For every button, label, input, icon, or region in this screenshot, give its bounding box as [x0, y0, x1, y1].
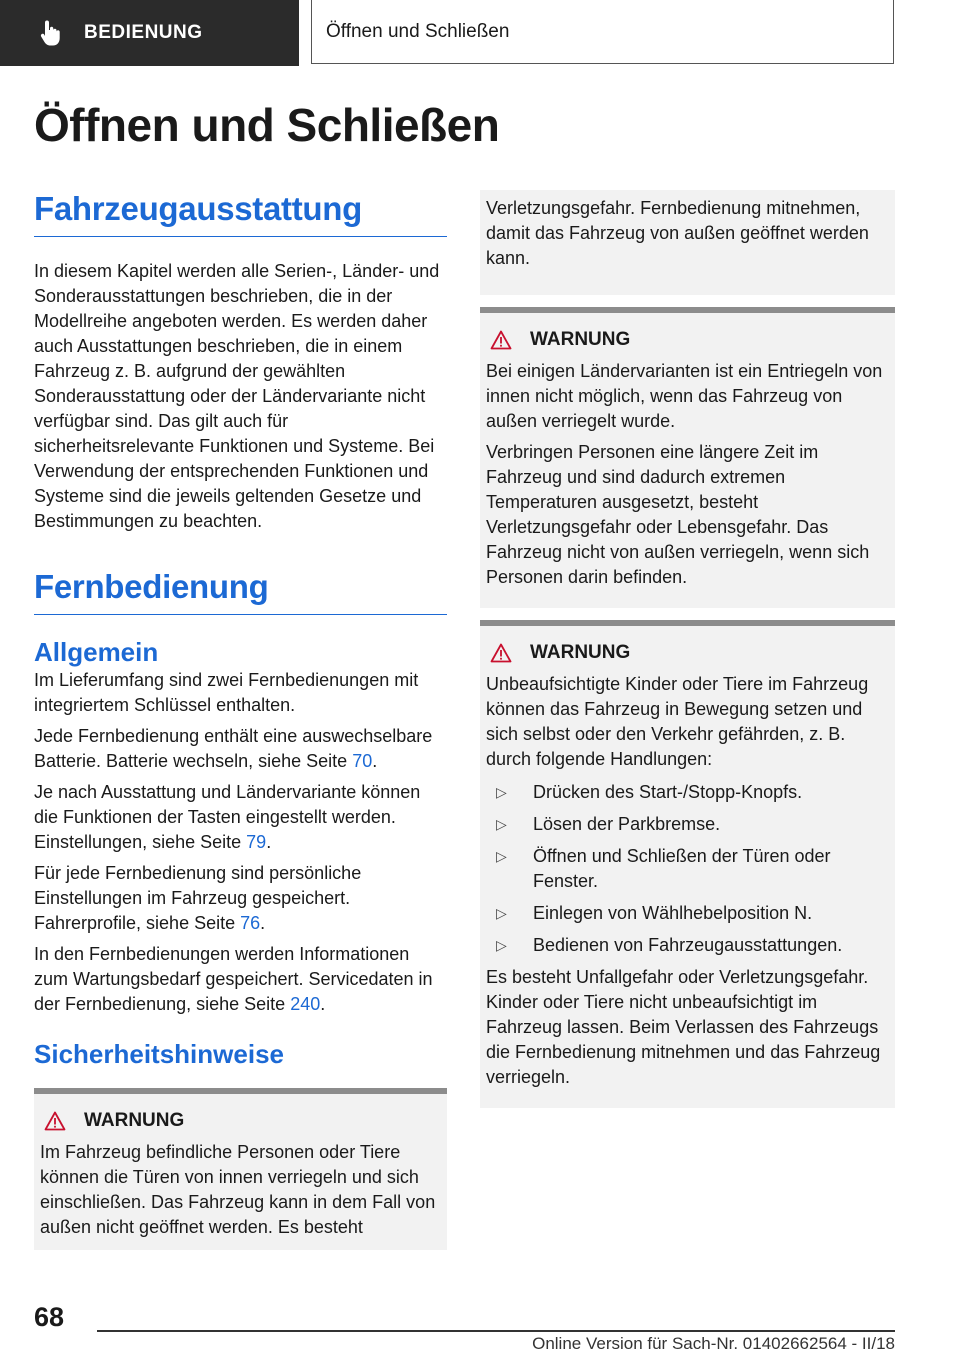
warning-box-3 [480, 620, 895, 1108]
footer-divider [97, 1330, 895, 1332]
page-link-70[interactable]: 70 [352, 751, 373, 771]
warning-header [44, 1110, 441, 1132]
paragraph-batterie: Jede Fernbedienung enthält eine auswechselbare Batterie. Batterie wechseln, siehe Seite 70. [34, 726, 433, 771]
right-column [480, 190, 895, 1108]
warning-label: WARNUNG [530, 642, 631, 663]
paragraph-lieferumfang: Im Lieferumfang sind zwei Fernbedienungen mit integriertem Schlüssel enthalten. [34, 670, 419, 715]
chapter-header [311, 0, 894, 64]
warning-box-1 [34, 1088, 447, 1250]
left-column [34, 190, 447, 1250]
heading-fahrzeugausstattung: Fahrzeugausstattung [34, 190, 447, 237]
footer-text: Online Version für Sach-Nr. 01402662564 - II/18 [532, 1334, 895, 1353]
page-link-79[interactable]: 79 [246, 832, 267, 852]
list-item: ▷ Bedienen von Fahrzeugausstattungen. [486, 933, 889, 958]
warning-3-list [486, 780, 889, 958]
page-link-240[interactable]: 240 [290, 994, 321, 1014]
warning-header [490, 642, 889, 664]
warning-triangle-icon [490, 330, 512, 350]
warning-triangle-icon [44, 1111, 66, 1131]
page-link-76[interactable]: 76 [240, 913, 261, 933]
warning-header [490, 329, 889, 351]
bullet-triangle-icon: ▷ [496, 848, 507, 864]
bullet-triangle-icon: ▷ [496, 784, 507, 800]
warning-1-text: Im Fahrzeug befindliche Personen oder Tiere können die Türen von innen verriegeln und sich einschließen. Das Fahrzeug kann in dem Fall von außen nicht geöffnet werden. Es besteht [40, 1142, 436, 1237]
warning-3-outro: Es besteht Unfallgefahr oder Verletzungsgefahr. Kinder oder Tiere nicht unbeaufsichtigt im Fahrzeug lassen. Beim Verlassen des Fahrzeugs die Fernbedienung mitnehmen und das Fahrzeug verriegeln. [486, 967, 881, 1087]
hand-pointer-icon [40, 19, 62, 47]
list-item: ▷ Öffnen und Schließen der Türen oder Fenster. [486, 844, 889, 894]
section-tab-label: BEDIENUNG [84, 22, 203, 43]
bullet-triangle-icon: ▷ [496, 816, 507, 832]
warning-1-text-continued: Verletzungsgefahr. Fernbedienung mitnehmen, damit das Fahrzeug von außen geöffnet werden kann. [486, 198, 869, 268]
paragraph-tasten: Je nach Ausstattung und Ländervariante können die Funktionen der Tasten eingestellt werden. Einstellungen, siehe Seite 79. [34, 782, 421, 852]
warning-box-1-continued [480, 190, 895, 295]
list-item: ▷ Einlegen von Wählhebelposition N. [486, 901, 889, 926]
warning-3-intro: Unbeaufsichtigte Kinder oder Tiere im Fahrzeug können das Fahrzeug in Bewegung setzen und sich selbst oder den Verkehr gefährden, z. B. durch folgende Handlungen: [486, 674, 869, 769]
warning-label: WARNUNG [530, 329, 631, 350]
warning-box-2 [480, 307, 895, 608]
section-tab[interactable] [0, 0, 299, 66]
heading-sicherheitshinweise: Sicherheitshinweise [34, 1039, 284, 1069]
bullet-triangle-icon: ▷ [496, 905, 507, 921]
paragraph-servicedaten: In den Fernbedienungen werden Informationen zum Wartungsbedarf gespeichert. Servicedaten in der Fernbedienung, siehe Seite 240. [34, 944, 433, 1014]
bullet-triangle-icon: ▷ [496, 937, 507, 953]
heading-fernbedienung: Fernbedienung [34, 568, 447, 615]
list-item: ▷ Lösen der Parkbremse. [486, 812, 889, 837]
warning-label: WARNUNG [84, 1110, 185, 1131]
page-number: 68 [34, 1302, 65, 1332]
paragraph-fahrerprofile: Für jede Fernbedienung sind persönliche Einstellungen im Fahrzeug gespeichert. Fahrerprofile, siehe Seite 76. [34, 863, 362, 933]
heading-allgemein: Allgemein [34, 637, 159, 667]
warning-2-text-2: Verbringen Personen eine längere Zeit im Fahrzeug und sind dadurch extremen Temperaturen ausgesetzt, besteht Verletzungsgefahr oder Lebensgefahr. Das Fahrzeug nicht von außen verriegeln, wenn sich Personen darin befinden. [486, 442, 870, 587]
chapter-header-title: Öffnen und Schließen [326, 20, 510, 42]
paragraph-fahrzeugausstattung: In diesem Kapitel werden alle Serien-, Länder- und Sonderausstattungen beschrieben, die in der Modellreihe angeboten werden. Es werden daher auch Ausstattungen beschrieben, die in einem Fahrzeug z. B. aufgrund der gewählten Sonderausstattung oder der Ländervariante nicht verfügbar sind. Das gilt auch für sicherheitsrelevante Funktionen und Systeme. Bei Verwendung der entsprechenden Funktionen und Systeme sind die jeweils geltenden Gesetze und Bestimmungen zu beachten. [34, 261, 440, 531]
warning-triangle-icon [490, 643, 512, 663]
warning-2-text-1: Bei einigen Ländervarianten ist ein Entriegeln von innen nicht möglich, wenn das Fahrzeug von außen verriegelt wurde. [486, 361, 883, 431]
list-item: ▷ Drücken des Start-/Stopp-Knopfs. [486, 780, 889, 805]
page-title: Öffnen und Schließen [34, 99, 500, 151]
